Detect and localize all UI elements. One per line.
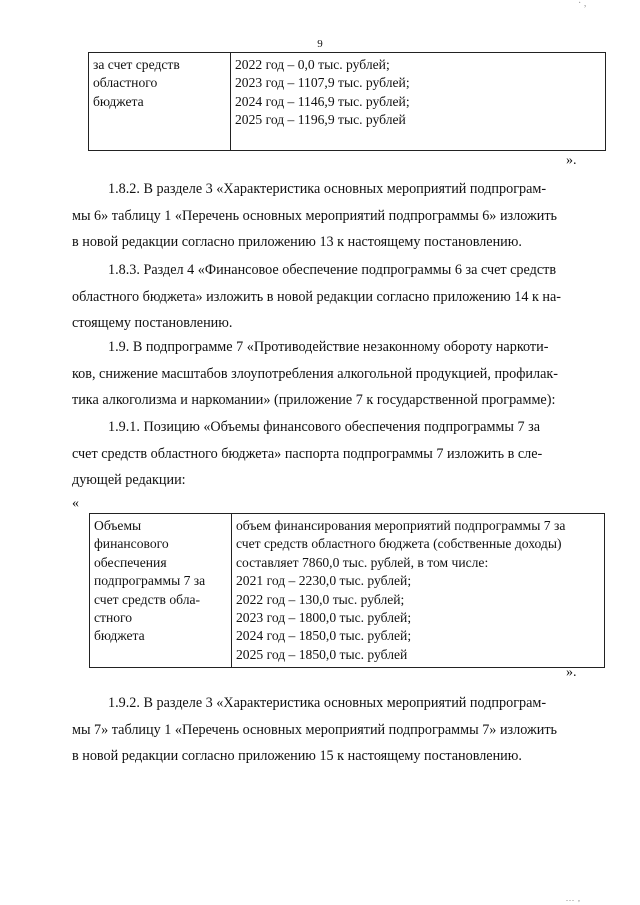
paragraph-line: тика алкоголизма и наркомании» (приложение 7 к государственной программе): (72, 392, 556, 408)
table2-value-line: 2025 год – 1850,0 тыс. рублей (236, 646, 408, 662)
paragraph-line: дующей редакции: (72, 472, 186, 488)
paragraph-line: областного бюджета» изложить в новой редакции согласно приложению 14 к на- (72, 288, 562, 305)
paragraph-1-8-3 (72, 257, 602, 337)
paragraph-line: 1.9. В подпрограмме 7 «Противодействие незаконному обороту наркоти- (108, 339, 549, 355)
table2-label-line: Объемы (94, 518, 142, 533)
footer-mark: ... , (566, 894, 581, 903)
table2-value-line: 2023 год – 1800,0 тыс. рублей; (236, 610, 412, 626)
paragraph-line: стоящему постановлению. (72, 315, 233, 331)
paragraph-1-9-1 (72, 414, 602, 494)
paragraph-line: мы 7» таблицу 1 «Перечень основных мероприятий подпрограммы 7» изложить (72, 721, 558, 738)
paragraph-line: ков, снижение масштабов злоупотребления алкогольной продукцией, профилак- (72, 365, 559, 382)
table2-value-line: 2024 год – 1850,0 тыс. рублей; (236, 628, 412, 644)
table2-label-line: обеспечения (94, 554, 167, 570)
table2-value-line: 2022 год – 130,0 тыс. рублей; (236, 591, 405, 607)
table1-value-line: 2024 год – 1146,9 тыс. рублей; (235, 93, 410, 109)
table1-label-cell (89, 53, 231, 151)
table2-label-line: финансового (94, 536, 169, 552)
table1-value-line: 2023 год – 1107,9 тыс. рублей; (235, 75, 410, 91)
paragraph-line: 1.9.1. Позицию «Объемы финансового обеспечения подпрограммы 7 за (108, 419, 541, 435)
table1-closing-quote: ». (566, 153, 577, 168)
table2-value-cell (232, 514, 605, 668)
paragraph-line: в новой редакции согласно приложению 13 к настоящему постановлению. (72, 234, 522, 250)
table2-label-line: счет средств обла- (94, 591, 201, 607)
funding-table-subprogram-7 (89, 513, 605, 668)
paragraph-1-8-2 (72, 176, 602, 256)
table1-value-line: 2022 год – 0,0 тыс. рублей; (235, 57, 390, 72)
page-number: 9 (317, 38, 323, 50)
table1-value-line: 2025 год – 1196,9 тыс. рублей (235, 112, 406, 128)
paragraph-1-9-2 (72, 690, 602, 770)
corner-mark: · , (578, 0, 587, 9)
table1-label-line: за счет средств (93, 57, 180, 72)
table2-value-line: объем финансирования мероприятий подпрограммы 7 за (236, 518, 566, 533)
table1-label-line: областного (93, 75, 158, 91)
table2-value-line: 2021 год – 2230,0 тыс. рублей; (236, 573, 412, 589)
paragraph-1-9 (72, 334, 602, 414)
paragraph-line: 1.8.3. Раздел 4 «Финансовое обеспечение подпрограммы 6 за счет средств (108, 262, 557, 278)
table2-value-line: составляет 7860,0 тыс. рублей, в том числе: (236, 554, 489, 570)
table2-label-line: подпрограммы 7 за (94, 573, 206, 589)
paragraph-line: счет средств областного бюджета» паспорта подпрограммы 7 изложить в сле- (72, 445, 543, 462)
paragraph-line: 1.9.2. В разделе 3 «Характеристика основных мероприятий подпрограм- (108, 695, 547, 711)
paragraph-line: в новой редакции согласно приложению 15 к настоящему постановлению. (72, 748, 522, 764)
table2-label-cell (90, 514, 232, 668)
table1-label-line: бюджета (93, 93, 144, 109)
table2-label-line: стного (94, 610, 133, 626)
table2-closing-quote: ». (566, 665, 577, 680)
table2-value-line: счет средств областного бюджета (собственные доходы) (236, 536, 562, 552)
funding-table-subprogram-6 (88, 52, 606, 151)
table2-label-line: бюджета (94, 628, 145, 644)
paragraph-line: 1.8.2. В разделе 3 «Характеристика основных мероприятий подпрограм- (108, 181, 547, 197)
table1-value-cell (231, 53, 606, 151)
table2-opening-quote: « (72, 496, 79, 511)
paragraph-line: мы 6» таблицу 1 «Перечень основных мероприятий подпрограммы 6» изложить (72, 207, 558, 224)
